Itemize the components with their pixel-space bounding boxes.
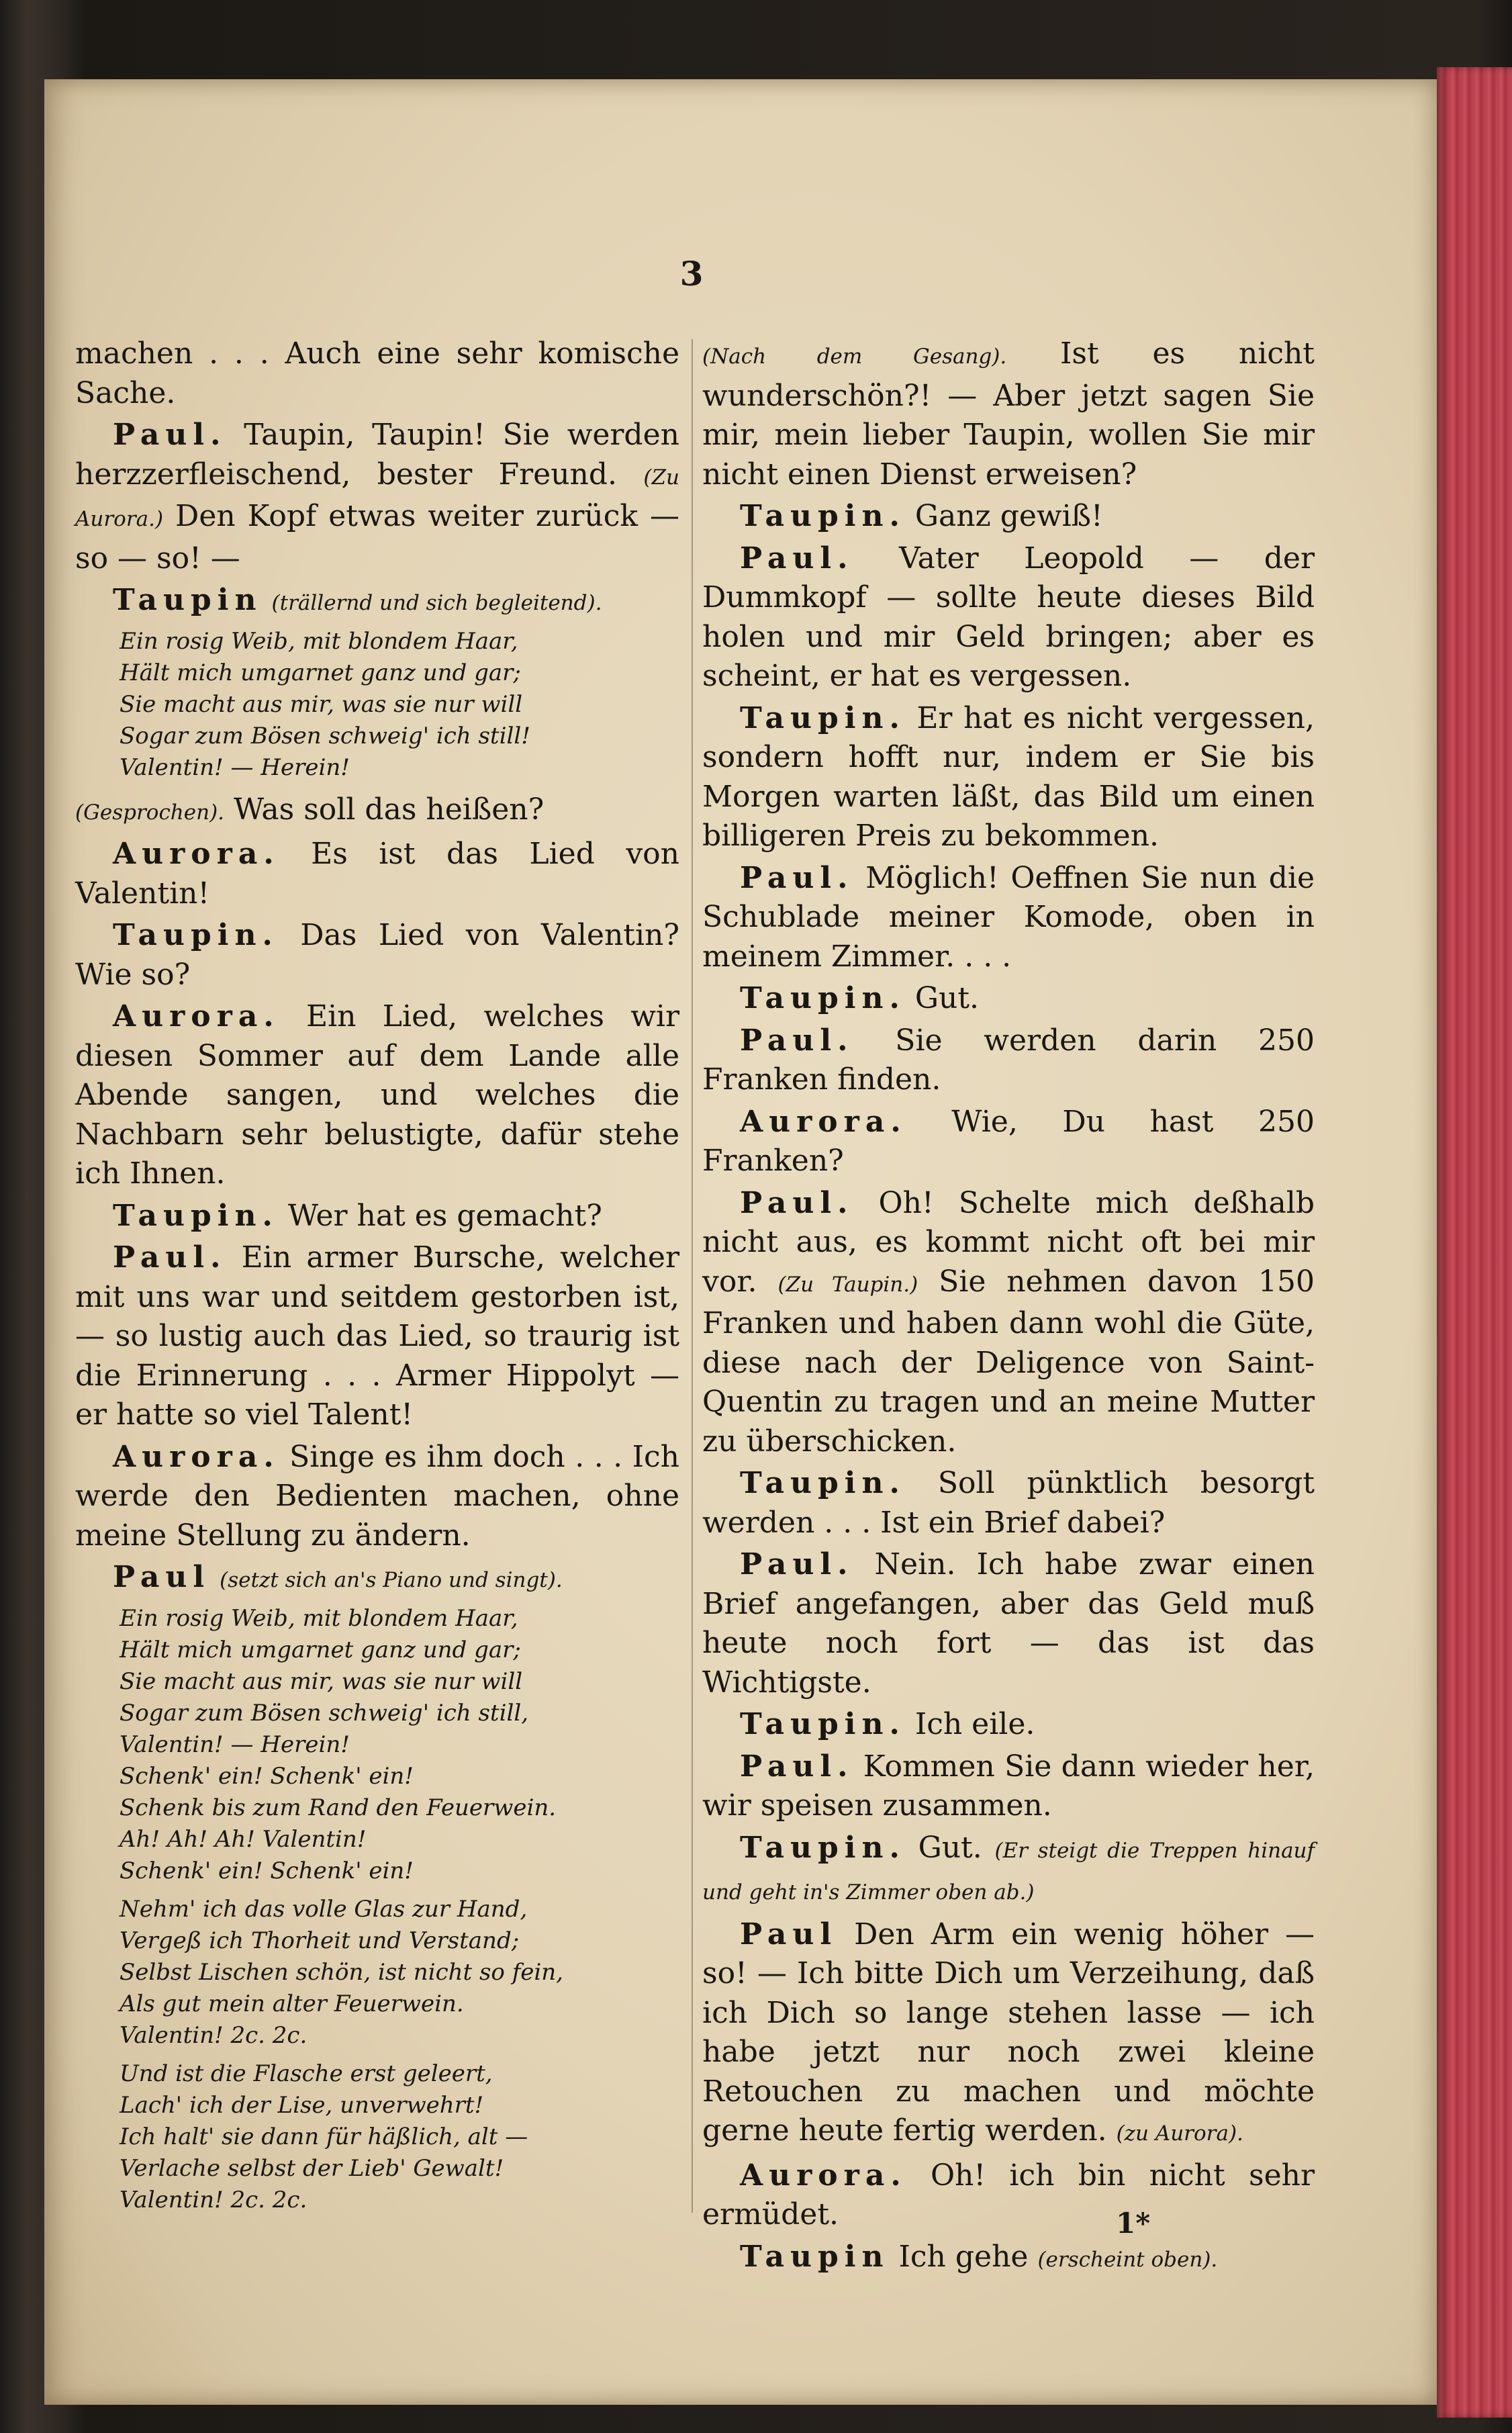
verse-line: Ah! Ah! Ah! Valentin!	[120, 1825, 367, 1853]
dialogue-text: Das Lied von Valentin? Wie so?	[75, 918, 679, 992]
verse-line: Hält mich umgarnet ganz und gar;	[120, 1636, 521, 1663]
dialogue-text: machen . . . Auch eine sehr komische Sache.	[75, 336, 679, 410]
dialogue-text: Wie, Du hast 250 Franken?	[702, 1104, 1315, 1178]
dialogue-paragraph	[702, 1464, 1315, 1543]
speaker-name: Paul.	[740, 541, 854, 576]
speaker-name: Taupin.	[740, 1707, 906, 1741]
song-verse	[120, 1603, 679, 1887]
dialogue-text: Ich eile.	[914, 1707, 1035, 1741]
verse-line: Schenk' ein! Schenk' ein!	[120, 1762, 414, 1790]
dialogue-text: Möglich! Oeffnen Sie nun die Schublade meiner Komode, oben in meinem Zimmer. . . .	[702, 860, 1315, 974]
song-verse	[120, 2058, 679, 2216]
dialogue-paragraph	[702, 2156, 1315, 2235]
stage-direction: (zu Aurora).	[1116, 2121, 1243, 2146]
verse-line: Verlache selbst der Lieb' Gewalt!	[120, 2154, 504, 2182]
dialogue-paragraph	[702, 1103, 1315, 1181]
dialogue-text: Ein armer Bursche, welcher mit uns war und seitdem gestorben ist, — so lustig auch das Lied, so traurig ist die Erinnerung . . . Armer Hippolyt — er hatte so viel Talent!	[75, 1240, 679, 1432]
song-verse	[120, 626, 679, 784]
dialogue-paragraph	[75, 1558, 679, 1600]
verse-line: Valentin! — Herein!	[120, 1731, 350, 1758]
verse-line: Schenk' ein! Schenk' ein!	[120, 1857, 414, 1884]
dialogue-paragraph	[75, 416, 679, 578]
verse-line: Ein rosig Weib, mit blondem Haar,	[120, 1604, 518, 1632]
dialogue-text: Gut.	[918, 1830, 982, 1865]
verse-line: Lach' ich der Lise, unverwehrt!	[120, 2091, 484, 2119]
stage-direction: (erscheint oben).	[1037, 2247, 1218, 2272]
dialogue-paragraph	[702, 1747, 1315, 1826]
speaker-name: Taupin	[740, 2239, 890, 2274]
dialogue-paragraph	[75, 334, 679, 413]
dialogue-text: Taupin, Taupin! Sie werden herzzerfleischend, bester Freund.	[75, 418, 679, 492]
dialogue-paragraph	[702, 2238, 1315, 2280]
verse-line: Sie macht aus mir, was sie nur will	[120, 690, 523, 718]
dialogue-text: Gut.	[914, 981, 979, 1015]
verse-line: Und ist die Flasche erst geleert,	[120, 2060, 493, 2087]
dialogue-text: Den Arm ein wenig höher — so! — Ich bitte Dich um Verzeihung, daß ich Dich so lange stehen lasse — ich habe jetzt nur noch zwei kleine Retouchen zu machen und möchte gerne heute fertig werden.	[702, 1917, 1315, 2148]
dialogue-paragraph	[75, 790, 679, 833]
verse-line: Sogar zum Bösen schweig' ich still!	[120, 722, 530, 749]
dialogue-text: Oh! ich bin nicht sehr ermüdet.	[702, 2158, 1315, 2232]
speaker-name: Paul.	[740, 1023, 854, 1058]
verse-line: Valentin! 2c. 2c.	[120, 2186, 308, 2213]
verse-line: Valentin! 2c. 2c.	[120, 2021, 308, 2049]
column-divider	[692, 339, 693, 2213]
dialogue-paragraph	[75, 1197, 679, 1236]
speaker-name: Paul.	[113, 418, 227, 452]
verse-line: Ein rosig Weib, mit blondem Haar,	[120, 627, 518, 655]
speaker-name: Paul	[113, 1560, 211, 1594]
dialogue-text: Nein. Ich habe zwar einen Brief angefangen, aber das Geld muß heute noch fort — das ist das Wichtigste.	[702, 1547, 1315, 1700]
verse-line: Hält mich umgarnet ganz und gar;	[120, 659, 521, 686]
dialogue-paragraph	[75, 581, 679, 623]
speaker-name: Taupin.	[740, 981, 906, 1015]
verse-line: Vergeß ich Thorheit und Verstand;	[120, 1927, 520, 1954]
dialogue-text: Den Kopf etwas weiter zurück — so — so! —	[75, 499, 679, 576]
left-column	[75, 334, 679, 2223]
speaker-name: Taupin.	[740, 1466, 906, 1500]
dialogue-paragraph	[75, 835, 679, 913]
stage-direction: (Nach dem Gesang).	[702, 345, 1007, 369]
dialogue-text: Wer hat es gemacht?	[287, 1198, 602, 1233]
dialogue-text: Vater Leopold — der Dummkopf — sollte heute dieses Bild holen und mir Geld bringen; aber es scheint, er hat es vergessen.	[702, 541, 1315, 693]
dialogue-paragraph	[75, 1238, 679, 1435]
dialogue-text: Sie nehmen davon 150 Franken und haben dann wohl die Güte, diese nach der Deligence von Saint-Quentin zu tragen und an meine Mutter zu überschicken.	[702, 1264, 1315, 1459]
dialogue-text: Singe es ihm doch . . . Ich werde den Bedienten machen, ohne meine Stellung zu ändern.	[75, 1439, 679, 1553]
speaker-name: Paul.	[113, 1240, 227, 1275]
speaker-name: Taupin.	[113, 918, 279, 952]
verse-line: Als gut mein alter Feuerwein.	[120, 1990, 464, 2017]
verse-line: Sie macht aus mir, was sie nur will	[120, 1667, 523, 1695]
speaker-name: Paul	[740, 1917, 838, 1952]
dialogue-paragraph	[702, 699, 1315, 856]
speaker-name: Taupin.	[740, 700, 906, 735]
stage-direction: (trällernd und sich begleitend).	[271, 591, 602, 615]
dialogue-text: Ein Lied, welches wir diesen Sommer auf dem Lande alle Abende sangen, und welches die Nachbarn sehr belustigte, dafür stehe ich Ihnen.	[75, 999, 679, 1191]
dialogue-text: Oh! Schelte mich deßhalb nicht aus, es kommt nicht oft bei mir vor.	[702, 1185, 1315, 1299]
dialogue-paragraph	[702, 497, 1315, 537]
verse-line: Nehm' ich das volle Glas zur Hand,	[120, 1895, 528, 1923]
verse-line: Sogar zum Bösen schweig' ich still,	[120, 1699, 529, 1727]
verse-line: Selbst Lischen schön, ist nicht so fein,	[120, 1958, 563, 1986]
speaker-name: Aurora.	[113, 999, 280, 1034]
speaker-name: Aurora.	[740, 1104, 907, 1139]
sheet-signature: 1*	[1116, 2207, 1151, 2240]
speaker-name: Paul.	[740, 860, 854, 895]
speaker-name: Paul.	[740, 1185, 854, 1220]
speaker-name: Aurora.	[740, 2158, 907, 2193]
stage-direction: (Gesprochen).	[75, 800, 225, 825]
speaker-name: Paul.	[740, 1749, 854, 1784]
dialogue-text: Es ist das Lied von Valentin!	[75, 837, 679, 911]
dialogue-text: Soll pünktlich besorgt werden . . . Ist ein Brief dabei?	[702, 1466, 1315, 1540]
dialogue-text: Kommen Sie dann wieder her, wir speisen zusammen.	[702, 1749, 1315, 1823]
dialogue-paragraph	[702, 1829, 1315, 1913]
dialogue-paragraph	[702, 1021, 1315, 1100]
speaker-name: Taupin.	[740, 499, 906, 533]
verse-line: Schenk bis zum Rand den Feuerwein.	[120, 1794, 557, 1821]
dialogue-paragraph	[75, 997, 679, 1194]
dialogue-paragraph	[702, 539, 1315, 696]
dialogue-paragraph	[75, 916, 679, 995]
dialogue-text: Ganz gewiß!	[914, 499, 1103, 533]
speaker-name: Taupin.	[740, 1830, 906, 1865]
verse-line: Ich halt' sie dann für häßlich, alt —	[120, 2123, 528, 2150]
dialogue-paragraph	[702, 334, 1315, 494]
speaker-name: Paul.	[740, 1547, 854, 1581]
stage-direction: (Er steigt die Treppen hinauf und geht in's Zimmer oben ab.)	[702, 1838, 1315, 1904]
dialogue-text: Ist es nicht wunderschön?! — Aber jetzt sagen Sie mir, mein lieber Taupin, wollen Sie mir nicht einen Dienst erweisen?	[702, 336, 1315, 492]
dialogue-paragraph	[702, 979, 1315, 1019]
speaker-name: Taupin.	[113, 1198, 279, 1233]
stage-direction: (Zu Taupin.)	[777, 1272, 918, 1297]
dialogue-paragraph	[702, 1705, 1315, 1745]
dialogue-paragraph	[702, 1545, 1315, 1702]
red-page-edge	[1437, 67, 1512, 2418]
verse-line: Valentin! — Herein!	[120, 753, 350, 781]
speaker-name: Taupin	[113, 583, 263, 617]
dialogue-paragraph	[702, 1915, 1315, 2154]
dialogue-text: Ich gehe	[898, 2239, 1029, 2274]
dialogue-paragraph	[702, 859, 1315, 977]
stage-direction: (setzt sich an's Piano und singt).	[220, 1568, 563, 1592]
dialogue-text: Er hat es nicht vergessen, sondern hofft nur, indem er Sie bis Morgen warten läßt, das Bild um einen billigeren Preis zu bekommen.	[702, 700, 1315, 853]
dialogue-text: Was soll das heißen?	[234, 792, 545, 827]
dialogue-paragraph	[702, 1184, 1315, 1462]
speaker-name: Aurora.	[113, 1439, 280, 1474]
right-column	[702, 334, 1315, 2282]
song-verse	[120, 1894, 679, 2052]
dialogue-paragraph	[75, 1438, 679, 1556]
page-number: 3	[679, 254, 704, 293]
stage-direction: (Zu Aurora.)	[75, 465, 679, 531]
speaker-name: Aurora.	[113, 837, 280, 871]
dialogue-text: Sie werden darin 250 Franken finden.	[702, 1023, 1315, 1097]
